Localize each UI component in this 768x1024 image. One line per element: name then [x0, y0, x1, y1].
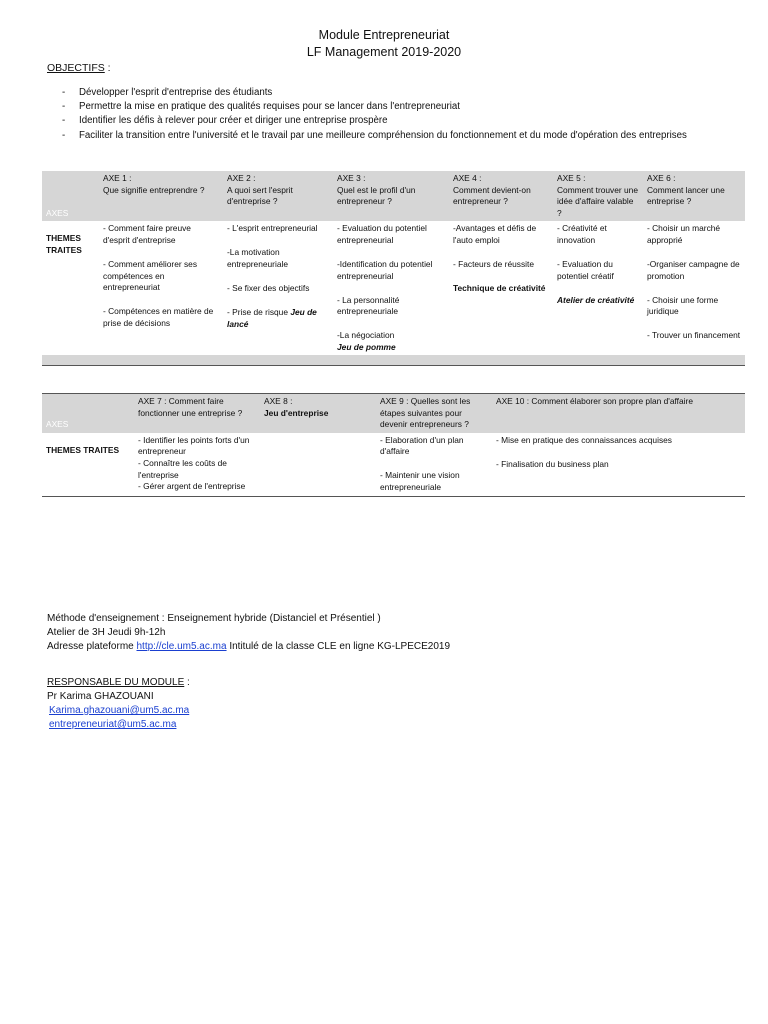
objectives-list [62, 86, 722, 143]
axe-header: AXE 8 : Jeu d'entreprise [260, 394, 376, 433]
themes-label: THEMES TRAITES [46, 233, 82, 255]
themes-row [42, 221, 745, 355]
themes-row [42, 433, 745, 496]
themes-cell-axe6: - Choisir un marché approprié -Organiser campagne de promotion - Choisir une forme juridique - Trouver un financement [647, 223, 741, 341]
table-header-row [42, 394, 745, 433]
module-subtitle: LF Management 2019-2020 [306, 45, 462, 59]
axe-header: AXE 9 : Quelles sont les étapes suivantes pour devenir entrepreneurs ? [376, 394, 492, 433]
axe-header: AXE 1 : Que signifie entreprendre ? [99, 171, 223, 221]
responsable-name: Pr Karima GHAZOUANI [47, 691, 154, 702]
plateforme-link[interactable]: http://cle.um5.ac.ma [136, 641, 227, 652]
axes-label: AXES [42, 394, 134, 433]
themes-label: THEMES TRAITES [46, 444, 120, 455]
table-footer-band [42, 355, 745, 366]
objective-item: - Identifier les défis à relever pour créer et diriger une entreprise prospère [62, 114, 722, 128]
axe-header: AXE 2 : A quoi sert l'esprit d'entreprise ? [223, 171, 333, 221]
module-title: Module Entrepreneuriat [318, 28, 450, 42]
themes-cell-axe2: - L'esprit entrepreneurial -La motivation entrepreneuriale - Se fixer des objectifs - Prise de risque Jeu de lancé [227, 223, 318, 329]
objective-item: - Permettre la mise en pratique des qualités requises pour se lancer dans l'entrepreneuriat [62, 100, 722, 114]
themes-cell-axe3: - Evaluation du potentiel entrepreneurial -Identification du potentiel entrepreneurial - La personnalité entrepreneuriale -La négociation Jeu de pomme [337, 223, 433, 352]
table-header-row [42, 171, 745, 221]
themes-cell-axe4: -Avantages et défis de l'auto emploi - Facteurs de réussite Technique de créativité [453, 223, 546, 293]
axe-header: AXE 5 : Comment trouver une idée d'affaire valable ? [553, 171, 643, 221]
themes-cell-axe1: - Comment faire preuve d'esprit d'entreprise - Comment améliorer ses compétences en entrepreneuriat - Compétences en matière de prise de décisions [103, 223, 214, 328]
email-link-2[interactable]: entrepreneuriat@um5.ac.ma [49, 719, 177, 730]
objective-item: - Développer l'esprit d'entreprise des étudiants [62, 86, 722, 100]
axe-header: AXE 6 : Comment lancer une entreprise ? [643, 171, 745, 221]
email-link-1[interactable]: Karima.ghazouani@um5.ac.ma [49, 705, 190, 716]
themes-cell-axe10: - Mise en pratique des connaissances acquises - Finalisation du business plan [496, 434, 672, 469]
axe-header: AXE 7 : Comment faire fonctionner une entreprise ? [134, 394, 260, 433]
responsable-heading: RESPONSABLE DU MODULE : [47, 677, 190, 688]
axe-header: AXE 3 : Quel est le profil d'un entrepreneur ? [333, 171, 449, 221]
themes-cell-axe9: - Elaboration d'un plan d'affaire - Maintenir une vision entrepreneuriale [380, 434, 464, 492]
themes-cell-axe7: - Identifier les points forts d'un entrepreneur - Connaître les coûts de l'entreprise - Gérer argent de l'entreprise [138, 434, 250, 492]
objective-item: - Faciliter la transition entre l'université et le travail par une meilleure compréhension du fonctionnement et du mode d'opération des entreprises [62, 129, 722, 143]
themes-cell-axe5: - Créativité et innovation - Evaluation du potentiel créatif Atelier de créativité [557, 223, 635, 305]
axes-label: AXES [42, 171, 99, 221]
plateforme-line: Adresse plateforme http://cle.um5.ac.ma Intitulé de la classe CLE en ligne KG-LPECE2019 [47, 641, 451, 652]
axes-table-2 [42, 394, 745, 497]
axe-header: AXE 4 : Comment devient-on entrepreneur ? [449, 171, 553, 221]
axe-header: AXE 10 : Comment élaborer son propre plan d'affaire [492, 394, 745, 433]
methode-text: Méthode d'enseignement : Enseignement hybride (Distanciel et Présentiel ) [47, 613, 381, 624]
axes-table-1 [42, 171, 745, 366]
themes-cell-axe8 [260, 433, 376, 496]
objectives-heading: OBJECTIFS : [47, 62, 111, 74]
atelier-text: Atelier de 3H Jeudi 9h-12h [47, 627, 166, 638]
